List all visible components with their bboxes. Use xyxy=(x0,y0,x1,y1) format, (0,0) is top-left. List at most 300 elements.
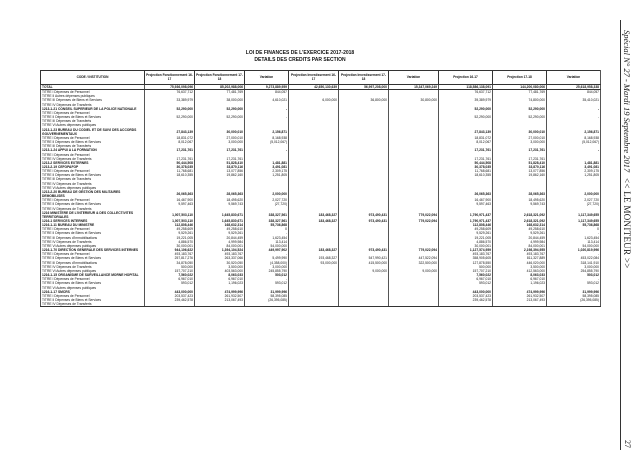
row-label: TITRE VI Autres dépenses publiques xyxy=(41,123,145,127)
row-value: 39,389,979 xyxy=(439,98,493,102)
row-value: 51,828,410 xyxy=(493,161,547,165)
row-value: 3,491,081 xyxy=(245,165,289,169)
row-value: 9,529,261 xyxy=(439,231,493,235)
row-value: - xyxy=(547,231,601,235)
row-value: 239,462,578 xyxy=(439,298,493,302)
row-value: 4,999,984 xyxy=(493,240,547,244)
row-value: 0 xyxy=(245,227,289,231)
row-value: 493,183,767 xyxy=(493,252,547,256)
row-value: 9,529,261 xyxy=(493,231,547,235)
row-value: 213,067,493 xyxy=(493,298,547,302)
row-value xyxy=(145,302,195,307)
row-value: 1,196,023 xyxy=(195,281,245,285)
row-value: 112,808,446 xyxy=(439,223,493,227)
document-title: LOI DE FINANCES DE L'EXERCICE 2017-2018 xyxy=(245,50,355,56)
row-value: 261,932,507 xyxy=(195,294,245,298)
row-value: 944,106,622 xyxy=(145,248,195,252)
row-label: TITRE IV Dépenses de Transferts xyxy=(41,182,145,186)
header-col1: Projection Fonctionnement 16-17 xyxy=(145,71,195,85)
row-value: 30,520,050 xyxy=(195,261,245,265)
row-label: TITRE I Dépenses de Personnel xyxy=(41,136,145,140)
row-label: 1216-1-11 BUREAU DU MINISTRE xyxy=(41,223,145,227)
row-label: TITRE I Dépenses de Personnel xyxy=(41,277,145,281)
row-value: 19,862,160 xyxy=(195,173,245,177)
row-value: 6,967,010 xyxy=(195,277,245,281)
row-label: 1216 MINISTERE DE L'INTERIEUR & DES COLLECTIVITES TERRITORIALES xyxy=(41,211,145,219)
row-value: 17,231,761 xyxy=(493,148,547,152)
row-value: 0 xyxy=(547,227,601,231)
row-label: TITRE III Dépenses de Transferts xyxy=(41,177,145,181)
row-value: 13,077,856 xyxy=(195,169,245,173)
row-value: 2,618,321,092 xyxy=(493,219,547,223)
row-value xyxy=(289,128,339,136)
row-value: 74,800,000 xyxy=(493,98,547,102)
row-value: 33,870,116 xyxy=(493,165,547,169)
row-value: 8,063,033 xyxy=(195,273,245,277)
row-value: 493,183,767 xyxy=(195,252,245,256)
row-value: 449,997,902 xyxy=(245,248,289,252)
row-value: 55,736,868 xyxy=(245,223,289,227)
row-label: TITRE II Dépenses de Biens et Services xyxy=(41,256,145,260)
row-value: 779,022,094 xyxy=(389,219,439,223)
row-value: - xyxy=(245,252,289,256)
row-value: 2,309,175 xyxy=(547,169,601,173)
row-value: 183,468,327 xyxy=(289,219,339,223)
row-value: 6,000,000 xyxy=(289,98,339,102)
row-value xyxy=(339,190,389,198)
row-value: 183,468,327 xyxy=(289,248,339,252)
row-value: 51,828,410 xyxy=(195,161,245,165)
header-col5: Projection Investissement 17-18 xyxy=(339,71,389,85)
row-value: 493,183,767 xyxy=(145,252,195,256)
row-value: 3,000,000 xyxy=(195,140,245,144)
row-value: 157,707,210 xyxy=(145,269,195,273)
row-value: 49,258,610 xyxy=(493,227,547,231)
row-value: 84,000,001 xyxy=(493,244,547,248)
row-value: (26,395,085) xyxy=(547,298,601,302)
row-value: - xyxy=(547,115,601,119)
row-value: 17,231,761 xyxy=(493,157,547,161)
row-value: 973,490,431 xyxy=(339,211,389,219)
row-value: 77,481,769 xyxy=(195,90,245,95)
row-value: 26,065,363 xyxy=(145,190,195,198)
journal-title: << LE MONITEUR >> xyxy=(622,178,632,269)
row-value: 261,932,507 xyxy=(493,294,547,298)
row-value: - xyxy=(547,107,601,111)
row-value: 118,586,138,091 xyxy=(439,85,493,90)
row-value: 503,012 xyxy=(245,273,289,277)
row-value: 34,878,050 xyxy=(145,261,195,265)
row-value: 1,020,819,996 xyxy=(547,248,601,252)
row-value: 17,231,761 xyxy=(195,148,245,152)
row-value: 447,522,094 xyxy=(389,256,439,260)
row-value: - xyxy=(547,148,601,152)
row-value: 213,067,493 xyxy=(195,298,245,302)
row-value: 8,063,033 xyxy=(493,273,547,277)
row-value xyxy=(389,190,439,198)
row-value: 52,290,000 xyxy=(145,115,195,119)
row-value: 5,499,990 xyxy=(245,256,289,260)
row-value: 18,831,072 xyxy=(145,136,195,140)
row-value xyxy=(339,128,389,136)
row-value: 415,500,000 xyxy=(339,261,389,265)
row-value: 52,290,000 xyxy=(195,107,245,111)
row-value: 1,623,454 xyxy=(245,236,289,240)
row-value: - xyxy=(245,148,289,152)
row-label: TITRE VI Autres dépenses publiques xyxy=(41,286,145,290)
table-row xyxy=(41,211,601,219)
row-value: 2,000,000 xyxy=(547,190,601,198)
row-value xyxy=(339,302,389,307)
row-value: 1,251,805 xyxy=(547,173,601,177)
row-value: 453,022,084 xyxy=(547,256,601,260)
row-value: 17,231,761 xyxy=(195,157,245,161)
row-value: 9,529,261 xyxy=(145,231,195,235)
row-value: 254,855,790 xyxy=(547,269,601,273)
row-value xyxy=(245,302,289,307)
row-value: 85,202,988,006 xyxy=(195,85,245,90)
row-value: 1,481,881 xyxy=(245,161,289,165)
row-value: 443,000,000 xyxy=(145,290,195,294)
row-value: 27,843,139 xyxy=(439,128,493,136)
row-value: - xyxy=(245,277,289,281)
row-value: 503,012 xyxy=(547,273,601,277)
row-value: 26,065,363 xyxy=(439,190,493,198)
row-value: 3,500,000 xyxy=(195,265,245,269)
row-value: 593,012 xyxy=(245,281,289,285)
row-value: 8,012,067 xyxy=(145,140,195,144)
row-value: 15,347,069,249 xyxy=(389,85,439,90)
row-label: TITRE IV Dépenses de Transferts xyxy=(41,103,145,107)
row-value: 1,117,349,655 xyxy=(547,219,601,223)
row-value: 6,967,010 xyxy=(493,277,547,281)
row-label: 1213-1-24 APPUI A LA FORMATION xyxy=(41,148,145,152)
row-label: 1213-2 SERVICES EXTERNES xyxy=(41,161,145,165)
row-value: (27,720) xyxy=(547,202,601,206)
row-value: 779,022,094 xyxy=(389,211,439,219)
row-value: (26,395,085) xyxy=(245,298,289,302)
row-label: TITRE IV Dépenses de Transferts xyxy=(41,207,145,211)
row-value: 4,610,021 xyxy=(245,98,289,102)
row-value: 446,020,000 xyxy=(493,261,547,265)
header-col2: Projection Fonctionnement 17-18 xyxy=(195,71,245,85)
row-value: 338,327,561 xyxy=(245,211,289,219)
row-value: 49,258,609 xyxy=(439,227,493,231)
row-value: 593,012 xyxy=(439,281,493,285)
row-value: 3,000,000 xyxy=(493,140,547,144)
row-value: 779,022,094 xyxy=(389,248,439,252)
row-value: 27,843,139 xyxy=(145,128,195,136)
row-value: 33,389,979 xyxy=(145,98,195,102)
row-value: 844,057 xyxy=(245,90,289,95)
row-label: TITRE VI Autres dépenses publiques xyxy=(41,269,145,273)
row-label: 1213-1-23 BUREAU DU CODIEL ET DE SUIVI DES ACCORDS GOUVERNEMENTAUX xyxy=(41,128,145,136)
row-value: (5,012,067) xyxy=(547,140,601,144)
row-value: (5,012,067) xyxy=(245,140,289,144)
row-value: 4,886,570 xyxy=(145,240,195,244)
row-value: 18,610,355 xyxy=(439,173,493,177)
row-value: 35,410,021 xyxy=(547,98,601,102)
row-value: 30,000,010 xyxy=(195,128,245,136)
row-value: 7,560,022 xyxy=(439,273,493,277)
row-label: 1213-2-19 CEFOPAFOP xyxy=(41,165,145,169)
row-value: 11,768,681 xyxy=(439,169,493,173)
row-value: 50,444,508 xyxy=(145,161,195,165)
credits-table xyxy=(40,70,601,307)
row-value: 17,231,761 xyxy=(439,157,493,161)
row-value: 2,618,321,092 xyxy=(493,211,547,219)
row-value xyxy=(389,128,439,136)
header-col4: Projection Investissement 16-17 xyxy=(289,71,339,85)
row-value: 18,610,355 xyxy=(145,173,195,177)
row-value: 9,597,463 xyxy=(145,202,195,206)
row-label: TITRE III Dépenses d'Immobilisations xyxy=(41,261,145,265)
row-value: 30,378,035 xyxy=(439,165,493,169)
row-value: 38,000,000 xyxy=(195,98,245,102)
row-value: 42,650,130,639 xyxy=(289,85,339,90)
row-value: 27,000,010 xyxy=(493,136,547,140)
table-row xyxy=(41,128,601,136)
row-value: 1,007,503,110 xyxy=(145,219,195,223)
row-value: 322,500,000 xyxy=(389,261,439,265)
row-value: 9,569,743 xyxy=(493,202,547,206)
row-value: 2,156,871 xyxy=(547,128,601,136)
row-value: 2,198,394,955 xyxy=(493,248,547,252)
row-value: 6,967,010 xyxy=(439,277,493,281)
row-value: 52,290,000 xyxy=(493,115,547,119)
row-value: 9,569,743 xyxy=(195,202,245,206)
row-value: 183,468,327 xyxy=(289,211,339,219)
row-value: 7,560,022 xyxy=(145,273,195,277)
row-value: 8,012,067 xyxy=(439,140,493,144)
row-label: TITRE I Dépenses de Personnel xyxy=(41,294,145,298)
row-value: 33,870,116 xyxy=(195,165,245,169)
row-label: 1216-1-70 DIRECTION GENERALE DES SERVICES INTERNES xyxy=(41,248,145,252)
row-value: 3,491,081 xyxy=(547,165,601,169)
row-label: TITRE IV Dépenses de Transferts xyxy=(41,302,145,307)
row-value: 1,394,104,524 xyxy=(195,248,245,252)
row-value: 9,529,261 xyxy=(195,231,245,235)
row-value: 547,990,421 xyxy=(339,256,389,260)
row-value: 263,337,066 xyxy=(195,256,245,260)
row-value: 30,000,010 xyxy=(493,128,547,136)
row-value: 593,012 xyxy=(547,281,601,285)
row-value: 17,231,761 xyxy=(145,148,195,152)
row-label: 1216-1-17 SMCRS xyxy=(41,290,145,294)
row-value: 19,221,005 xyxy=(145,236,195,240)
row-value: 36,800,000 xyxy=(339,98,389,102)
row-value: 474,999,996 xyxy=(195,290,245,294)
row-value: 55,736,868 xyxy=(547,223,601,227)
row-value: 25,618,958,338 xyxy=(547,85,601,90)
row-value: 3,000,000 xyxy=(245,265,289,269)
row-value: 1,790,971,437 xyxy=(439,219,493,223)
row-value: 16,467,900 xyxy=(145,198,195,202)
row-value: 1,007,503,110 xyxy=(145,211,195,219)
row-value: 168,632,314 xyxy=(195,223,245,227)
margin-rule xyxy=(620,20,621,450)
row-value: - xyxy=(547,277,601,281)
row-value: 2,027,720 xyxy=(547,198,601,202)
row-value: 52,290,000 xyxy=(439,115,493,119)
row-label: TITRE III Dépenses de Transferts xyxy=(41,144,145,148)
page-number: 27 xyxy=(623,440,632,448)
row-value: 58,395,085 xyxy=(547,294,601,298)
row-value: 27,000,010 xyxy=(195,136,245,140)
header-col6: Variation xyxy=(389,71,439,85)
header-col9: Variation xyxy=(547,71,601,85)
row-value: 9,000,000 xyxy=(339,269,389,273)
row-value: 168,632,314 xyxy=(493,223,547,227)
row-value: 18,495,620 xyxy=(493,198,547,202)
row-label: TOTAL xyxy=(41,85,145,90)
row-value: 9,000,000 xyxy=(389,269,439,273)
row-value: - xyxy=(245,107,289,111)
row-label: TITRE IV Dépenses de Transferts xyxy=(41,240,145,244)
row-value: 193,468,327 xyxy=(289,256,339,260)
row-value: 3,000,000 xyxy=(547,265,601,269)
row-value: 318,141,910 xyxy=(547,261,601,265)
row-value xyxy=(389,302,439,307)
row-value: 8,168,938 xyxy=(547,136,601,140)
row-label: TITRE III Dépenses d'Immobilisations xyxy=(41,236,145,240)
row-value: 113,414 xyxy=(547,240,601,244)
row-value: 239,462,578 xyxy=(145,298,195,302)
row-value: 49,258,610 xyxy=(195,227,245,231)
row-value: 973,490,431 xyxy=(339,248,389,252)
row-value: 203,537,423 xyxy=(439,294,493,298)
row-value: 9,597,463 xyxy=(439,202,493,206)
row-value: 593,012 xyxy=(145,281,195,285)
row-value: 973,490,431 xyxy=(339,219,389,223)
row-value: 19,862,160 xyxy=(493,173,547,177)
row-value: 49,258,609 xyxy=(145,227,195,231)
row-value: 1,196,023 xyxy=(493,281,547,285)
row-value: 4,886,570 xyxy=(439,240,493,244)
row-value: 56,997,208,000 xyxy=(339,85,389,90)
row-value xyxy=(547,302,601,307)
row-value: 54,000,000 xyxy=(245,244,289,248)
row-value: - xyxy=(245,115,289,119)
row-label: TITRE III Dépenses de Biens et Services xyxy=(41,98,145,102)
row-value: 4,999,984 xyxy=(195,240,245,244)
row-label: 1213-2-20 BUREAU DE GESTION DES MILITAIRES DEMOBILISES xyxy=(41,190,145,198)
row-value: 1,623,454 xyxy=(547,236,601,240)
row-label: TITRE IV Dépenses de Transferts xyxy=(41,157,145,161)
row-value xyxy=(289,190,339,198)
row-value: 58,395,085 xyxy=(245,294,289,298)
row-value: 31,999,996 xyxy=(547,290,601,294)
row-value: 52,290,000 xyxy=(493,107,547,111)
row-value: 75,936,098,096 xyxy=(145,85,195,90)
row-value: 52,290,000 xyxy=(439,107,493,111)
row-label: TITRE I Dépenses de Personnel xyxy=(41,111,145,115)
row-value: 2,000,000 xyxy=(245,190,289,198)
row-value: 52,290,000 xyxy=(145,107,195,111)
row-value: 500,000 xyxy=(145,265,195,269)
document-subtitle: DETAILS DES CREDITS PAR SECTION xyxy=(254,57,346,63)
row-value: 500,000 xyxy=(439,265,493,269)
row-value: 1,790,971,437 xyxy=(439,211,493,219)
row-label: TITRE II Dépenses de Biens et Services xyxy=(41,281,145,285)
row-value: 257,817,276 xyxy=(145,256,195,260)
row-value: 9,273,889,959 xyxy=(245,85,289,90)
row-value: 30,000,001 xyxy=(145,244,195,248)
row-value: 2,027,720 xyxy=(245,198,289,202)
row-value: 844,057 xyxy=(547,90,601,95)
row-value: (4,358,000) xyxy=(245,261,289,265)
row-value: 77,481,769 xyxy=(493,90,547,95)
row-label: TITRE II Autres dépenses publiques xyxy=(41,94,145,98)
row-label: TITRE II Dépenses de Biens et Services xyxy=(41,140,145,144)
row-label: 1216-1 SERVICES INTERNES xyxy=(41,219,145,223)
row-value: 84,000,001 xyxy=(195,244,245,248)
row-value: 20,844,459 xyxy=(493,236,547,240)
table-body xyxy=(41,85,601,307)
row-value: 76,637,712 xyxy=(145,90,195,95)
table-row xyxy=(41,302,601,307)
row-label: TITRE II Dépenses de Biens et Services xyxy=(41,173,145,177)
row-value: 2,156,871 xyxy=(245,128,289,136)
row-label: TITRE IV Dépenses de Transferts xyxy=(41,265,145,269)
row-value: 6,967,010 xyxy=(145,277,195,281)
row-value: 30,378,035 xyxy=(145,165,195,169)
row-value: 443,000,000 xyxy=(439,290,493,294)
row-value: 203,537,423 xyxy=(145,294,195,298)
row-value: 28,065,363 xyxy=(195,190,245,198)
header-col8: Projection 17-18 xyxy=(493,71,547,85)
row-value: 127,878,550 xyxy=(439,261,493,265)
row-value: 2,309,175 xyxy=(245,169,289,173)
row-value: 19,221,005 xyxy=(439,236,493,240)
row-value: 157,707,210 xyxy=(439,269,493,273)
row-value xyxy=(439,302,493,307)
row-value: 16,467,900 xyxy=(439,198,493,202)
row-value: 113,414 xyxy=(245,240,289,244)
row-label: TITRE III Dépenses de Transferts xyxy=(41,119,145,123)
row-value xyxy=(195,302,245,307)
row-value: 93,000,000 xyxy=(289,261,339,265)
row-value: 18,495,620 xyxy=(195,198,245,202)
row-value: 1,645,830,671 xyxy=(195,219,245,223)
row-value: 50,444,508 xyxy=(439,161,493,165)
row-value: 811,327,889 xyxy=(493,256,547,260)
table-header-row xyxy=(41,71,601,85)
row-value xyxy=(493,302,547,307)
row-value: 30,800,000 xyxy=(389,98,439,102)
row-value: 20,844,459 xyxy=(195,236,245,240)
row-value: 1,127,574,959 xyxy=(439,248,493,252)
row-value: (27,720) xyxy=(245,202,289,206)
row-value: 338,327,561 xyxy=(245,219,289,223)
row-label: TITRE VI Autres dépenses publiques xyxy=(41,244,145,248)
row-label: TITRE VI Autres dépenses publiques xyxy=(41,186,145,190)
row-value: 112,808,446 xyxy=(145,223,195,227)
table-row xyxy=(41,190,601,198)
row-value: 17,231,761 xyxy=(439,148,493,152)
row-label: TITRE I Dépenses de Personnel xyxy=(41,169,145,173)
header-col3: Variation xyxy=(245,71,289,85)
row-value: 8,168,938 xyxy=(245,136,289,140)
issue-label: Spécial N° 27 - Mardi 19 Septembre 2017 xyxy=(622,30,632,173)
header-col7: Projection 16-17 xyxy=(439,71,493,85)
row-value: 18,831,072 xyxy=(439,136,493,140)
row-label: TITRE II Dépenses de Biens et Services xyxy=(41,298,145,302)
row-value: 31,999,996 xyxy=(245,290,289,294)
row-label: 1216-1-15 ORGANISME DE SURVEILLANCE MORNE HOPITAL xyxy=(41,273,145,277)
row-value: 30,000,001 xyxy=(439,244,493,248)
row-value: 1,481,881 xyxy=(547,161,601,165)
